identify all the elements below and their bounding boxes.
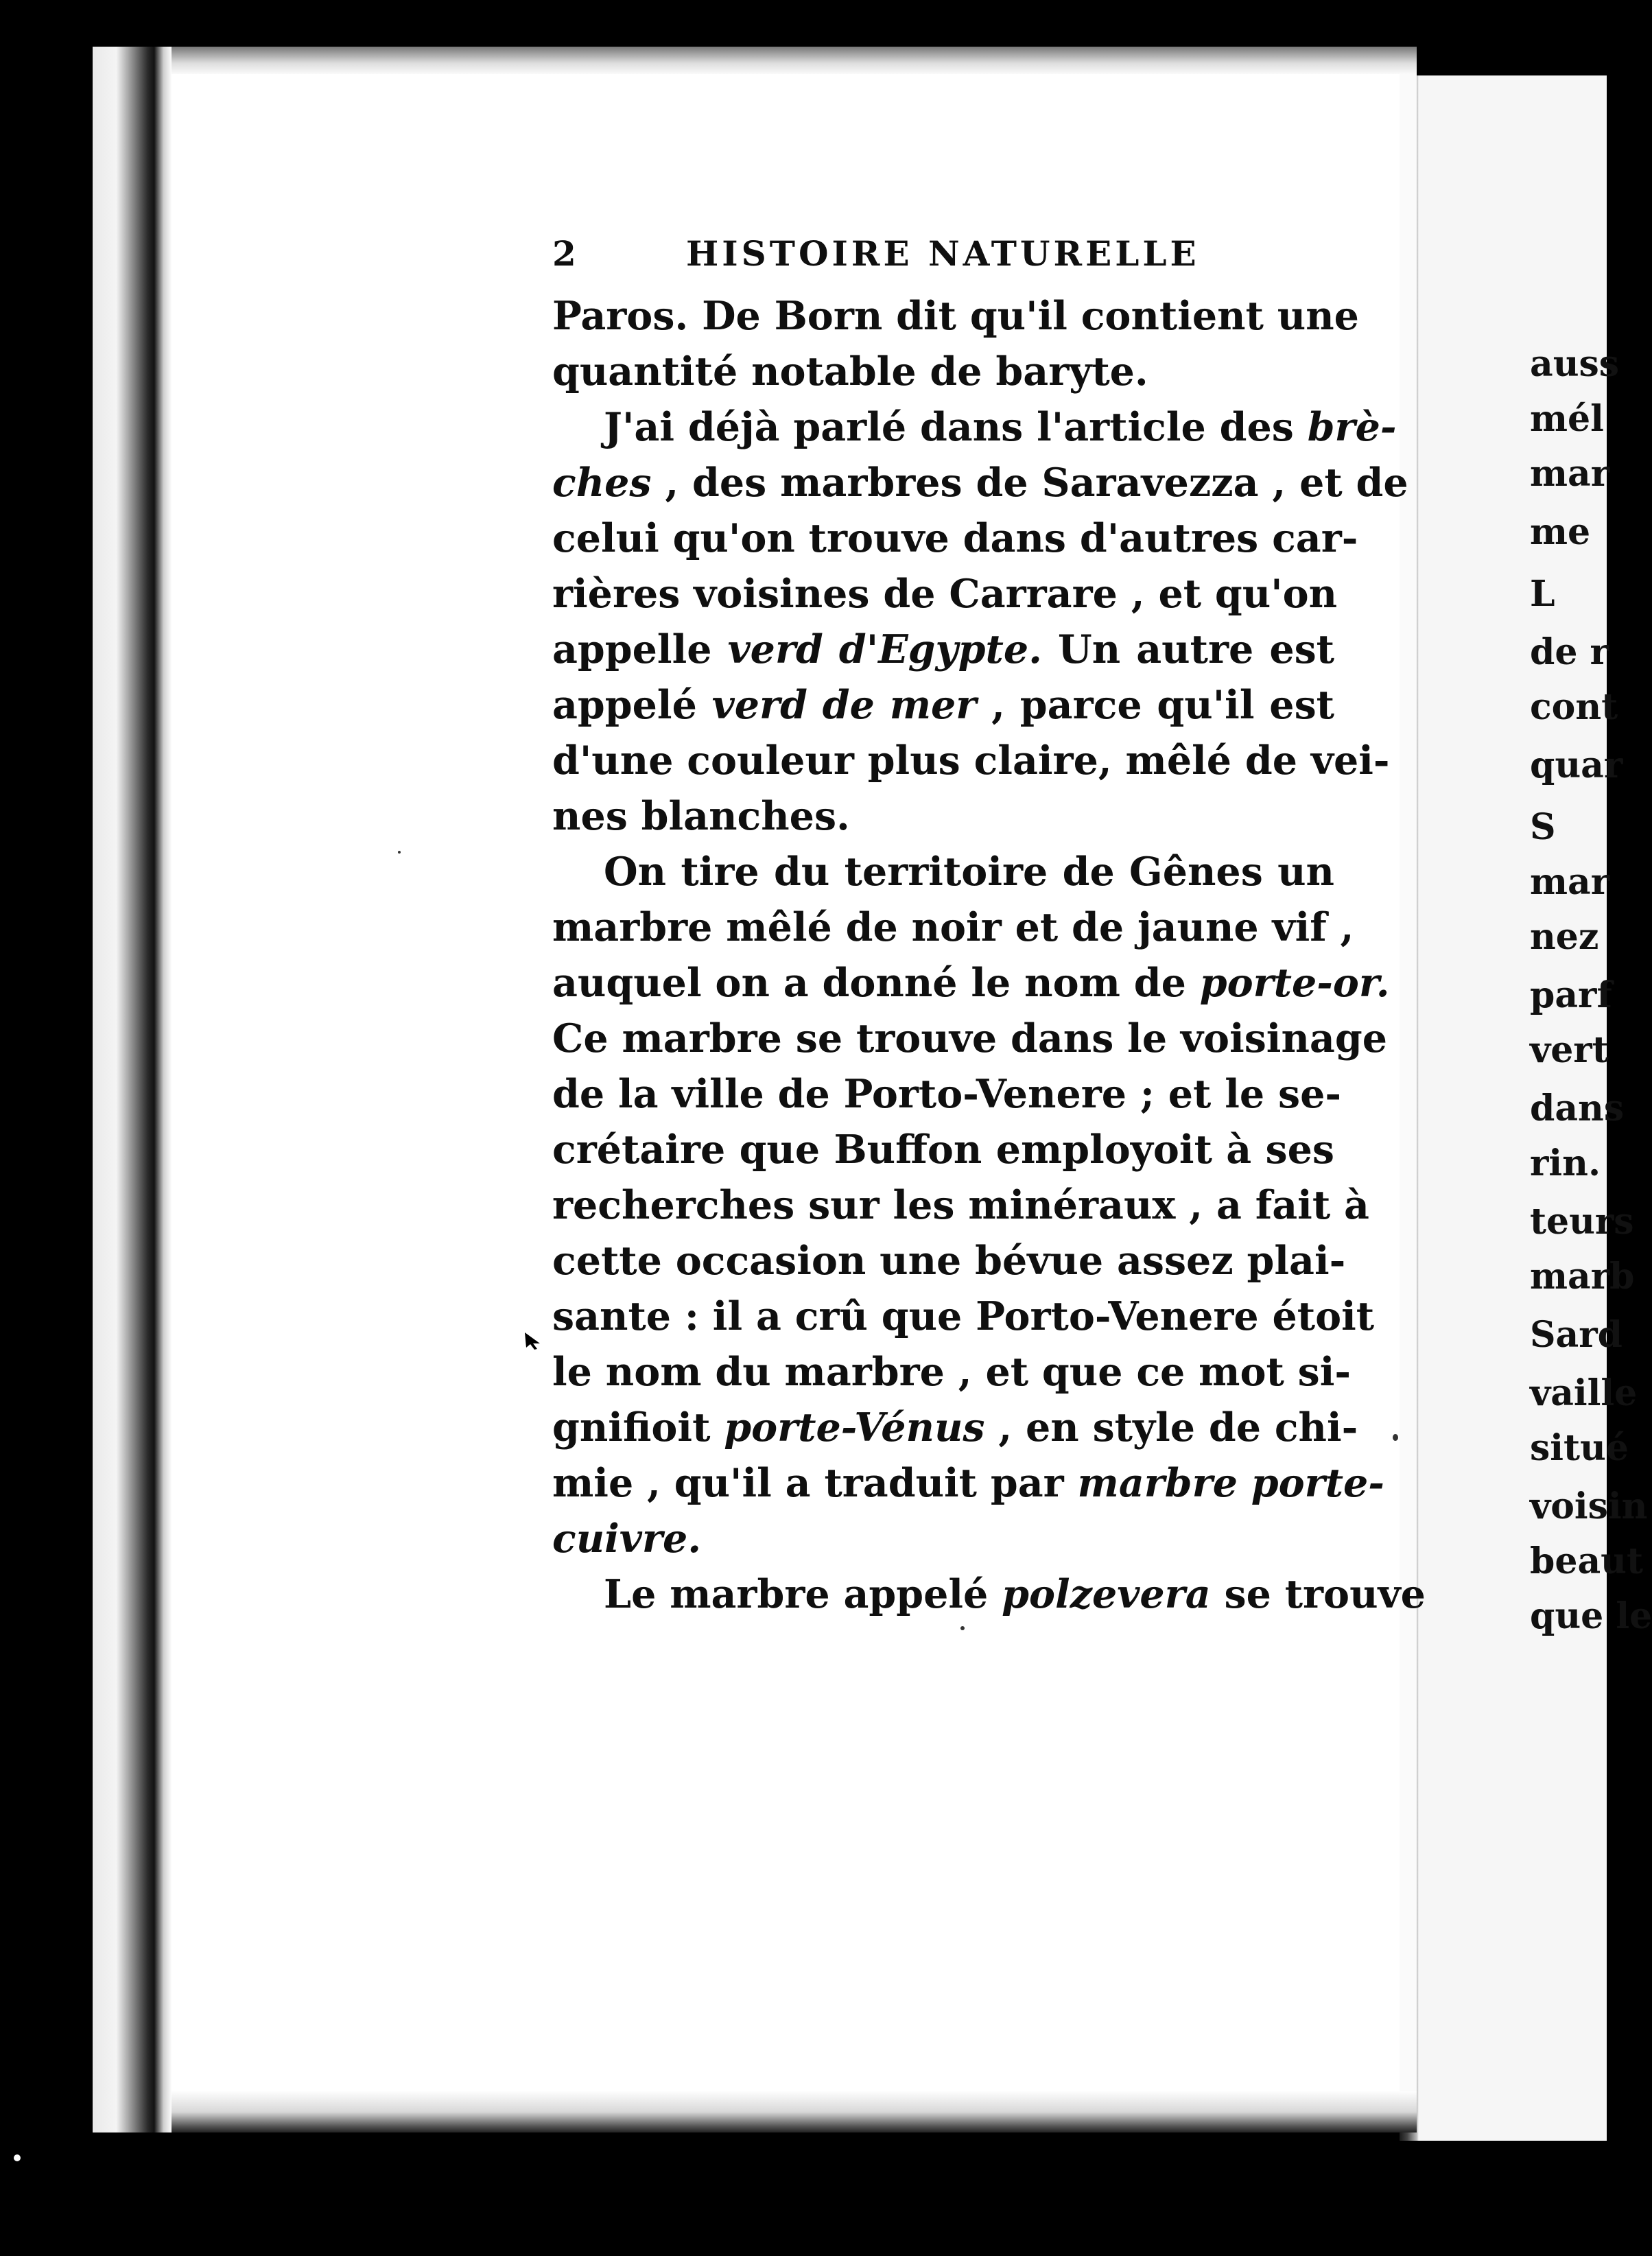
text-segment: J'ai déjà parlé dans l'article des	[604, 404, 1308, 450]
right-page-line-fragment: de r	[1530, 631, 1609, 673]
right-page-fragment	[1400, 75, 1652, 2141]
text-segment: gnifioit	[552, 1405, 724, 1450]
text-segment: celui qu'on trouve dans d'autres car-	[552, 515, 1358, 561]
text-segment: appelle	[552, 626, 728, 672]
italic-text: porte-or.	[1199, 960, 1390, 1006]
text-line	[552, 788, 1334, 844]
text-segment: Un autre est	[1041, 626, 1334, 672]
text-line	[552, 622, 1334, 677]
right-page-line-fragment: beaut	[1530, 1540, 1643, 1582]
text-segment: marbre mêlé de noir et de jaune vif ,	[552, 904, 1354, 950]
text-line	[552, 1233, 1346, 1289]
text-line	[552, 955, 1390, 1011]
right-page-line-fragment: quar	[1530, 744, 1623, 786]
text-segment: sante : il a crû que Porto-Venere étoit	[552, 1293, 1375, 1339]
text-segment: crétaire que Buffon employoit à ses	[552, 1127, 1334, 1173]
text-line	[552, 1122, 1334, 1177]
italic-text: polzevera	[1002, 1571, 1211, 1617]
text-line	[552, 510, 1358, 566]
text-line	[552, 1455, 1384, 1511]
paper-speck	[398, 851, 401, 854]
text-line	[552, 399, 1397, 455]
text-line	[552, 1344, 1352, 1400]
page-bottom-edge	[172, 2091, 1417, 2132]
right-page-line-fragment: vert	[1530, 1029, 1609, 1071]
text-line	[552, 1011, 1387, 1066]
right-page-line-fragment: nez	[1530, 916, 1599, 958]
text-segment: d'une couleur plus claire, mêlé de vei-	[552, 738, 1390, 784]
text-line	[552, 455, 1408, 510]
text-line	[552, 844, 1334, 900]
right-page-line-fragment: mar	[1530, 453, 1610, 495]
right-page-line-fragment: teurs	[1530, 1201, 1634, 1243]
text-line	[552, 1400, 1358, 1455]
text-line	[552, 1511, 1334, 1566]
right-page-line-fragment: mar	[1530, 861, 1610, 903]
text-segment: Paros. De Born dit qu'il contient une	[552, 293, 1359, 339]
paper-speck	[1393, 1434, 1398, 1441]
mouse-cursor-icon	[523, 1331, 543, 1350]
text-segment: , en style de chi-	[984, 1405, 1358, 1450]
right-page-line-fragment: situé	[1530, 1427, 1629, 1469]
right-page-line-fragment: voisin	[1530, 1485, 1648, 1527]
text-line	[552, 288, 1359, 344]
text-segment: se trouve	[1210, 1571, 1426, 1617]
right-page-line-fragment: marb	[1530, 1256, 1635, 1297]
text-line	[552, 900, 1354, 955]
page-binding-edge	[93, 47, 172, 2132]
text-segment: recherches sur les minéraux , a fait à	[552, 1182, 1369, 1228]
right-page-line-fragment: dans	[1530, 1088, 1625, 1129]
text-line	[552, 677, 1334, 733]
text-line	[552, 1566, 1426, 1622]
text-line	[552, 344, 1334, 399]
text-segment: rières voisines de Carrare , et qu'on	[552, 571, 1338, 617]
text-segment: nes blanches.	[552, 793, 850, 839]
text-segment: appelé	[552, 682, 712, 728]
text-segment: mie , qu'il a traduit par	[552, 1460, 1078, 1506]
text-segment: quantité notable de baryte.	[552, 349, 1148, 395]
text-segment: le nom du marbre , et que ce mot si-	[552, 1349, 1352, 1395]
italic-text: verd de mer	[711, 682, 977, 728]
text-segment: Le marbre appelé	[604, 1571, 1002, 1617]
right-page-line-fragment: rin.	[1530, 1142, 1601, 1184]
right-page-line-fragment: parf	[1530, 974, 1612, 1016]
right-page-line-fragment: S	[1530, 806, 1556, 848]
italic-text: cuivre.	[552, 1516, 702, 1562]
page-text-block	[552, 233, 1426, 1622]
italic-text: verd d'Egypte.	[727, 626, 1042, 672]
text-segment: , des marbres de Saravezza , et de	[651, 460, 1408, 506]
text-segment: , parce qu'il est	[976, 682, 1334, 728]
text-segment: cette occasion une bévue assez plai-	[552, 1238, 1346, 1284]
paper-speck	[960, 1626, 965, 1630]
text-line	[552, 1177, 1369, 1233]
right-page-line-fragment: auss	[1530, 343, 1620, 385]
text-line	[552, 1289, 1375, 1344]
text-segment: de la ville de Porto-Venere ; et le se-	[552, 1071, 1341, 1117]
page-top-edge	[172, 47, 1417, 74]
right-page-line-fragment: L	[1530, 573, 1555, 615]
italic-text: ches	[552, 460, 652, 506]
page-number: 2	[552, 233, 576, 274]
italic-text: porte-Vénus	[724, 1405, 985, 1450]
right-page-line-fragment: Sard	[1530, 1314, 1623, 1356]
text-line	[552, 1066, 1341, 1122]
right-page-line-fragment: que le	[1530, 1595, 1652, 1637]
text-segment: auquel on a donné le nom de	[552, 960, 1200, 1006]
text-line	[552, 566, 1338, 622]
text-line	[552, 733, 1390, 788]
italic-text: brè-	[1307, 404, 1397, 450]
text-segment: On tire du territoire de Gênes un	[604, 849, 1334, 895]
italic-text: marbre porte-	[1077, 1460, 1384, 1506]
running-header	[552, 233, 1334, 288]
paper-speck	[14, 2154, 21, 2161]
text-segment: Ce marbre se trouve dans le voisinage	[552, 1015, 1387, 1061]
right-page-line-fragment: vaille	[1530, 1372, 1638, 1414]
body-text	[552, 288, 1426, 1622]
right-page-line-fragment: me	[1530, 511, 1591, 553]
right-page-line-fragment: mél	[1530, 398, 1604, 440]
running-title: HISTOIRE NATURELLE	[686, 233, 1200, 274]
right-page-line-fragment: cont	[1530, 686, 1618, 728]
